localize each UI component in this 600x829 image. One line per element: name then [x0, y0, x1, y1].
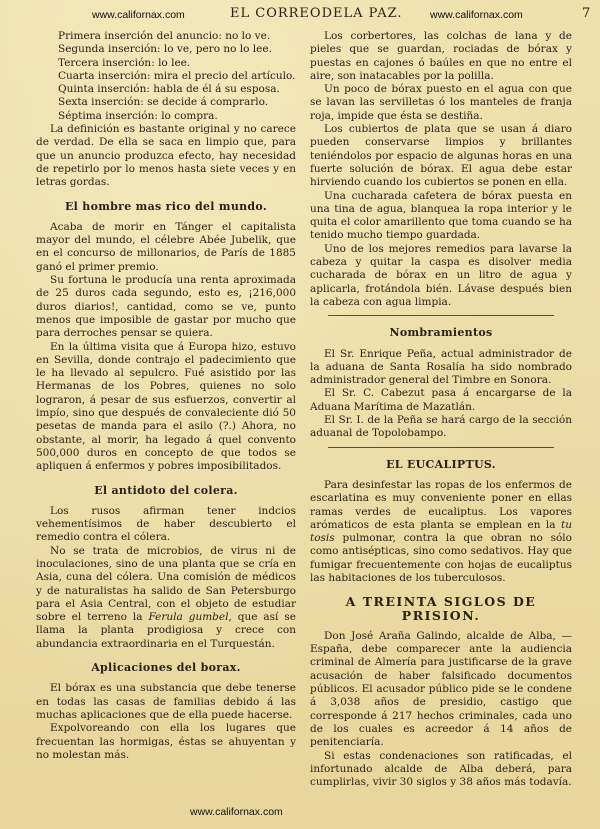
article-paragraph: Su fortuna le producía una renta aproximada de 25 duros cada segundo, esto es, ¡216,000 duros diarios!, cantidad, como se ve, punto menos que imposible de gastar por mucho que para derroches pensar se quiera. [36, 274, 296, 340]
left-column [36, 30, 296, 762]
article-paragraph: El Sr. Enrique Peña, actual administrador de la aduana de Santa Rosalía ha sido nombrado administrador general del Timbre en Sonora. [310, 347, 572, 387]
divider [328, 315, 554, 316]
page-number: 7 [582, 6, 591, 21]
article-paragraph [36, 545, 296, 651]
article-paragraph: Un poco de bórax puesto en el agua con que se lavan las servilletas ó los manteles de franja roja, impide que ésta se destiña. [310, 83, 572, 122]
page-header [0, 6, 600, 22]
header-url-left: www.californax.com [92, 9, 185, 21]
article-paragraph: La definición es bastante original y no carece de verdad. De ella se saca en limpio que, para que un anuncio produzca efecto, hay necesidad de repetirlo por lo menos hasta siete veces y en letras gordas. [36, 123, 296, 189]
text-run: pulmonar, contra la que obran no sólo como antisépticas, sino como sedativos. Hay que fumigar frecuentemente con hojas de eucaliptus las habitaciones de los tuberculosos. [310, 532, 572, 584]
section-heading-antidoto-colera: El antidoto del colera. [94, 483, 238, 497]
article-paragraph: Los rusos afirman tener indcios vehementísimos de haber descubierto el remedio contra el cólera. [36, 504, 296, 544]
header-url-right: www.californax.com [430, 9, 523, 21]
article-paragraph: El Sr. I. de la Peña se hará cargo de la sección aduanal de Topolobampo. [310, 414, 572, 440]
newspaper-title: EL CORREODELA PAZ. [230, 6, 403, 21]
section-heading-treinta-siglos: A TREINTA SIGLOS DE PRISION. [345, 594, 537, 623]
article-paragraph: Los corbertores, las colchas de lana y de pieles que se guardan, rociadas de bórax y puestas en cajones ó baúles en que no entre el aire, son inatacables por la polilla. [310, 30, 572, 82]
italic-term: Ferula gumbel [148, 611, 229, 624]
article-paragraph: Expolvoreando con ella los lugares que frecuentan las hormigas, éstas se ahuyentan y no molestan más. [36, 722, 296, 761]
article-paragraph: Don José Araña Galindo, alcalde de Alba, —España, debe comparecer ante la audiencia criminal de Almería para justificarse de la grave acusación de haber falsificado documentos públicos. El acusador público pide se le condene á 3,038 años de presidio, castigo que corresponde á 217 hechos criminales, cada uno de los cuales es acreedor á 14 años de penitenciaría. [310, 629, 572, 749]
section-heading-aplicaciones-borax: Aplicaciones del borax. [91, 661, 241, 675]
footer-url: www.californax.com [190, 806, 283, 818]
article-paragraph: Si estas condenaciones son ratificadas, el infortunado alcalde de Alba deberá, para cumplirlas, vivir 30 siglos y 38 años más todavía. [310, 749, 572, 789]
article-paragraph: Una cucharada cafetera de bórax puesta en una tina de agua, blanquea la ropa interior y le quita el color amarillento que toma cuando se ha tenido mucho tiempo guardada. [310, 189, 572, 242]
section-heading-eucaliptus: EL EUCALIPTUS. [386, 457, 496, 471]
text-run: No se trata de microbios, de virus ni de inoculaciones, sino de una planta que se cría en Asia, cuna del cólera. Una comisión de médicos y de naturalistas ha salido de San Petersburgo para el Asia Central, con el objeto de estudiar sobre el terreno la [36, 544, 296, 624]
article-paragraph: El Sr. C. Cabezut pasa á encargarse de la Aduana Marítima de Mazatlán. [310, 387, 572, 413]
list-item: Sexta inserción: se decide á comprarlo. [58, 96, 269, 109]
right-column [310, 30, 572, 789]
article-paragraph: Acaba de morir en Tánger el capitalista mayor del mundo, el célebre Abée Jubelik, que en el concurso de millonarios, de París de 1885 ganó el primer premio. [36, 220, 296, 273]
section-heading-hombre-rico: El hombre mas rico del mundo. [64, 199, 267, 213]
article-paragraph: El bórax es una substancia que debe tenerse en todas las casas de familias debido á las muchas aplicaciones que de ella puede hacerse. [36, 682, 296, 721]
divider [328, 447, 554, 448]
article-paragraph: Los cubiertos de plata que se usan á diaro pueden conservarse limpios y brillantes teniéndolos por espacio de algunas horas en una fuerte solución de bórax. El agua debe estar hirviendo cuando los cubiertos se ponen en ella. [310, 123, 572, 189]
article-paragraph [310, 479, 572, 585]
list-item: Tercera inserción: lo lee. [58, 56, 191, 69]
article-paragraph: Uno de los mejores remedios para lavarse la cabeza y quitar la caspa es disolver media cucharada de bórax en un litro de agua y aplicarla, frotándola bién. Lávase después bien la cabeza con agua limpia. [310, 242, 572, 308]
list-item: Quinta inserción: habla de él á su esposa. [58, 83, 280, 96]
text-run: , que así se llama la planta prodigiosa y crece con abundancia extraordinaria en el Turquestán. [36, 611, 296, 650]
article-paragraph: En la última visita que á Europa hizo, estuvo en Sevilla, donde contrajo el padecimiento que le ha llevado al sepulcro. Fué asistido por las Hermanas de los Pobres, quienes no solo lograron, á pesar de sus esfuerzos, convertir al impío, sino que después de convaleciente dió 50 pesetas de manda para el asilo (?.) Ahora, no obstante, al morir, ha legado á quel convento 500,000 duros en concepto de que todos se apliquen á enfermos y pobres imposibilitados. [36, 340, 296, 473]
list-item: Séptima inserción: lo compra. [58, 109, 218, 122]
italic-term: tu tosis [310, 518, 572, 545]
list-item: Segunda inserción: lo ve, pero no lo lee. [58, 43, 272, 56]
text-run: Para desinfestar las ropas de los enfermos de escarlatina es muy conveniente poner en ellas ramas verdes de eucaliptus. Los vapores arómaticos de esta planta se emplean en la [310, 478, 572, 531]
section-heading-nombramientos: Nombramientos [389, 326, 493, 340]
list-item: Cuarta inserción: mira el precio del artículo. [58, 69, 296, 82]
list-item: Primera inserción del anuncio: no lo ve. [58, 30, 271, 42]
